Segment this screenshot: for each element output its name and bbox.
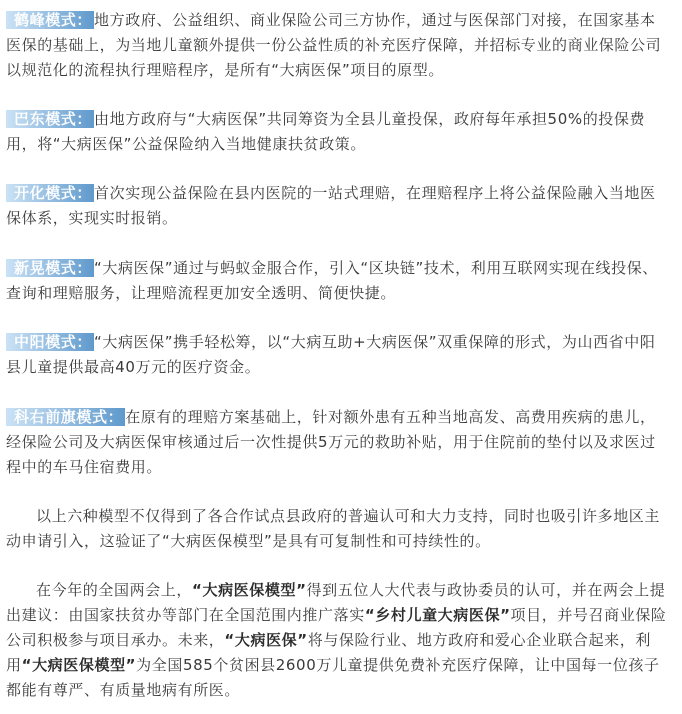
model-label-xinhuang: 新晃模式： — [6, 259, 94, 277]
model-label-hefeng: 鹤峰模式： — [6, 11, 94, 29]
closing-bold-model: “大病医保模型” — [192, 581, 307, 599]
closing-text-3: 项目，并号召商业保险公司积极参与项目承办。未来， — [6, 606, 667, 649]
closing-bold-model-2: “大病医保模型” — [21, 656, 137, 674]
model-label-kaihua: 开化模式： — [6, 184, 94, 202]
closing-bold-brand: “大病医保” — [224, 631, 308, 649]
closing-text-2: 得到五位人大代表与政协委员的认可，并在两会上提出建议：由国家扶贫办等部门在全国范围内推广落实 — [6, 581, 666, 624]
model-label-badong: 巴东模式： — [6, 110, 94, 128]
closing-bold-project: “乡村儿童大病医保” — [364, 606, 511, 624]
summary-paragraph: 以上六种模型不仅得到了各合作试点县政府的普遍认可和大力支持，同时也吸引许多地区主动申请引入，这验证了“大病医保模型”是具有可复制性和可持续性的。 — [6, 507, 661, 550]
model-text-badong: 由地方政府与“大病医保”共同筹资为全县儿童投保，政府每年承担50%的投保费用，将“大病医保”公益保险纳入当地健康扶贫政策。 — [6, 110, 646, 153]
model-label-zhongyang: 中阳模式： — [6, 333, 94, 351]
model-label-keyouqianqi: 科右前旗模式： — [6, 408, 125, 426]
closing-text-5: 为全国585个贫困县2600万儿童提供免费补充医疗保障，让中国每一位孩子都能有尊严、有质量地病有所医。 — [6, 656, 660, 699]
closing-text-1: 在今年的全国两会上， — [36, 581, 193, 599]
model-text-keyouqianqi: 在原有的理赔方案基础上，针对额外患有五种当地高发、高费用疾病的患儿，经保险公司及大病医保审核通过后一次性提供5万元的救助补贴，用于住院前的垫付以及求医过程中的车马住宿费用。 — [6, 408, 656, 476]
model-paragraph-hefeng — [6, 8, 670, 83]
closing-text-4: 将与保险行业、地方政府和爱心企业联合起来，利用 — [6, 631, 651, 674]
model-paragraph-badong — [6, 107, 670, 157]
model-paragraph-kaihua — [6, 181, 670, 231]
model-paragraph-xinhuang — [6, 256, 670, 306]
model-paragraph-zhongyang — [6, 330, 670, 380]
model-text-kaihua: 首次实现公益保险在县内医院的一站式理赔，在理赔程序上将公益保险融入当地医保体系，实现实时报销。 — [6, 184, 656, 227]
closing-paragraph — [6, 578, 670, 703]
model-text-hefeng: 地方政府、公益组织、商业保险公司三方协作，通过与医保部门对接，在国家基本医保的基础上，为当地儿童额外提供一份公益性质的补充医疗保障，并招标专业的商业保险公司以规范化的流程执行理赔程序，是所有“大病医保”项目的原型。 — [6, 11, 662, 79]
model-text-zhongyang: “大病医保”携手轻松筹，以“大病互助+大病医保”双重保障的形式，为山西省中阳县儿童提供最高40万元的医疗资金。 — [6, 333, 656, 376]
model-text-xinhuang: “大病医保”通过与蚂蚁金服合作，引入“区块链”技术，利用互联网实现在线投保、查询和理赔服务，让理赔流程更加安全透明、简便快捷。 — [6, 259, 658, 302]
model-paragraph-keyouqianqi — [6, 405, 670, 480]
